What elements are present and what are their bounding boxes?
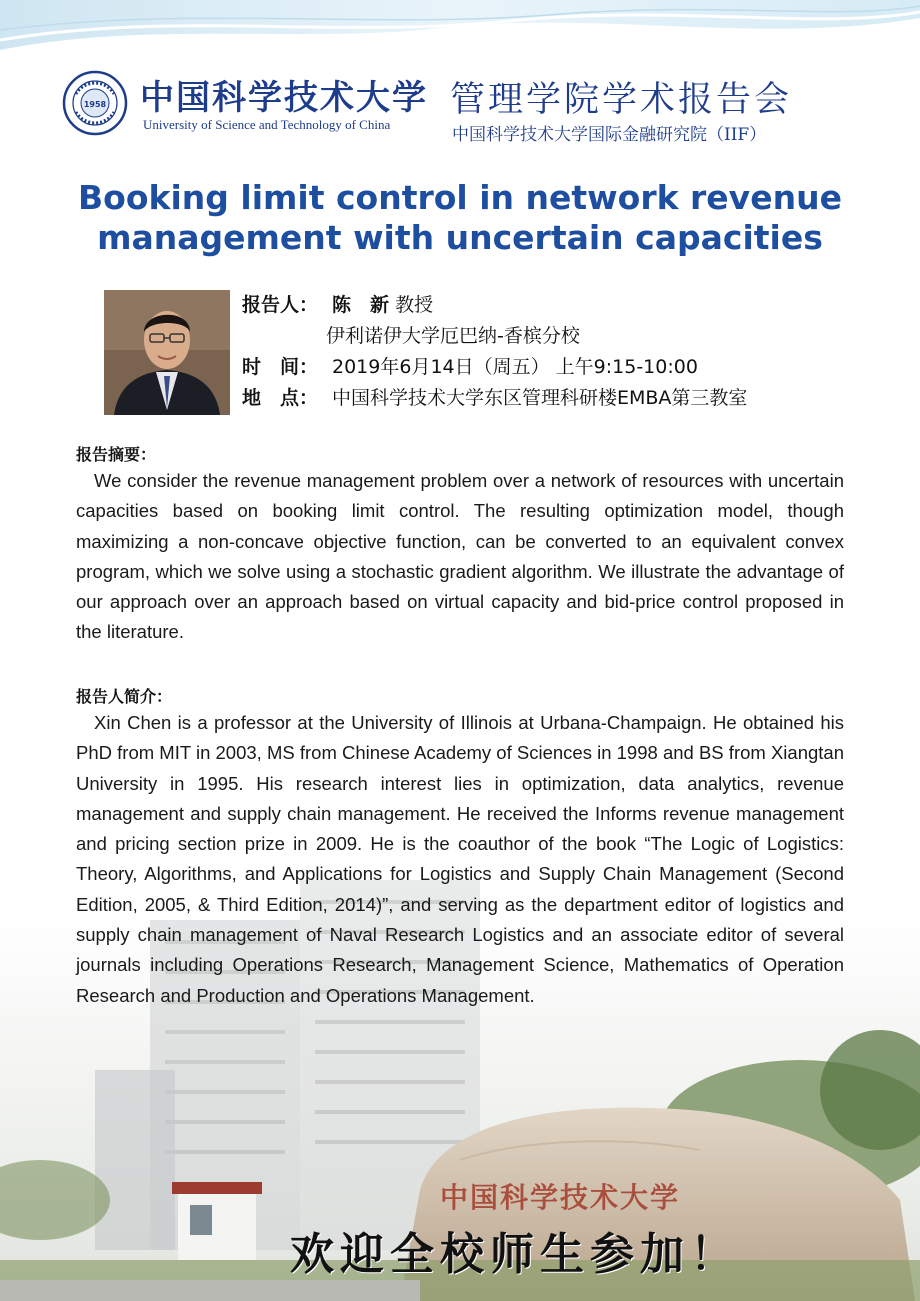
talk-title-line-2: management with uncertain capacities xyxy=(97,218,823,257)
talk-title xyxy=(60,178,860,258)
place-row xyxy=(242,383,882,414)
header-wave-decoration xyxy=(0,0,920,60)
university-seal-logo xyxy=(62,70,128,136)
place-label: 地 点： xyxy=(242,387,319,409)
speaker-title: 教授 xyxy=(395,294,434,316)
poster-header xyxy=(0,60,920,150)
speaker-name: 陈 新 xyxy=(332,294,390,316)
bio-heading: 报告人简介： xyxy=(76,687,173,706)
speaker-value xyxy=(332,290,433,321)
series-title: 管理学院学术报告会 xyxy=(450,80,793,120)
talk-info xyxy=(242,290,882,414)
university-name-en: University of Science and Technology of China xyxy=(143,117,391,132)
speaker-photo xyxy=(104,290,230,415)
abstract-heading: 报告摘要： xyxy=(76,445,157,464)
talk-title-line-1: Booking limit control in network revenue xyxy=(78,178,842,217)
speaker-label: 报告人： xyxy=(242,294,319,316)
time-row xyxy=(242,352,882,383)
welcome-slogan: 欢迎全校师生参加！ xyxy=(290,1229,740,1280)
abstract-text: We consider the revenue management problem over a network of resources with uncertain capacities based on booking limit control. The resulting optimization model, though maximizing a non-concave objective function, can be converted to an equivalent convex program, which we solve using a stochastic gradient algorithm. We illustrate the advantage of our approach over an approach based on virtual capacity and bid-price control proposed in the literature. xyxy=(76,470,844,643)
series-subtitle: 中国科学技术大学国际金融研究院（IIF） xyxy=(452,125,767,145)
speaker-row xyxy=(242,290,882,321)
seal-year: 1958 xyxy=(83,100,107,109)
rock-inscription: 中国科学技术大学 xyxy=(440,1181,681,1214)
time-value: 2019年6月14日（周五） 上午9:15-10:00 xyxy=(332,356,698,378)
university-name-cn: 中国科学技术大学 xyxy=(140,78,428,118)
speaker-affiliation: 伊利诺伊大学厄巴纳-香槟分校 xyxy=(326,325,580,347)
place-value: 中国科学技术大学东区管理科研楼EMBA第三教室 xyxy=(332,387,748,409)
bio-text: Xin Chen is a professor at the University of Illinois at Urbana-Champaign. He obtained his PhD from MIT in 2003, MS from Chinese Academy of Sciences in 1998 and BS from Xiangtan University in 1995. His research interest lies in optimization, data analytics, revenue management and supply chain management. He received the Informs revenue management and pricing section prize in 2009. He is the coauthor of the book “The Logic of Logistics: Theory, Algorithms, and Applications for Logistics and Supply Chain Management (Second Edition, 2005, & Third Edition, 2014)”, and serving as the department editor of logistics and supply chain management of Naval Research Logistics and an associate editor of several journals including Operations Research, Management Science, Mathematics of Operation Research and Production and Operations Management. xyxy=(76,712,844,1006)
time-label: 时 间： xyxy=(242,356,319,378)
affiliation-row xyxy=(242,321,882,352)
